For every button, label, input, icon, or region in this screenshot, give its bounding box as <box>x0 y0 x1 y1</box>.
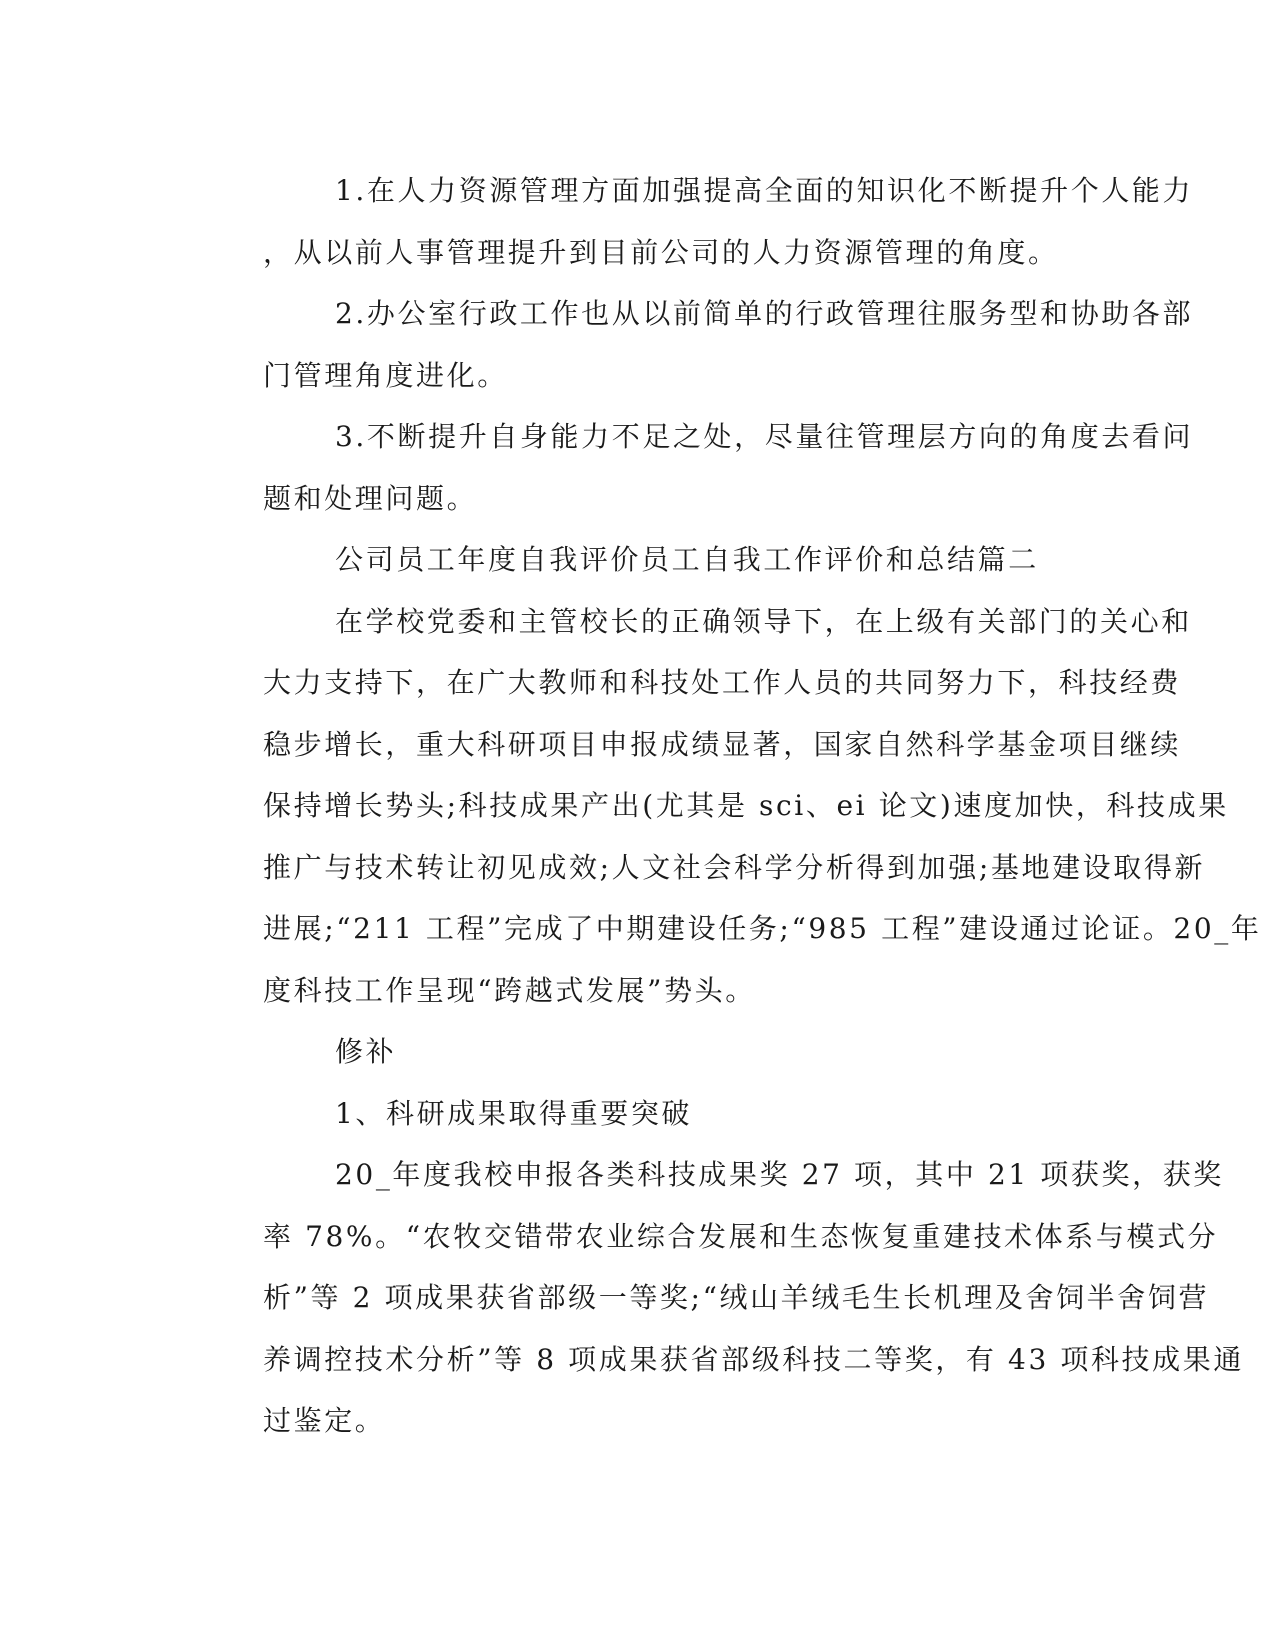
text-line: 修补 <box>335 1035 397 1068</box>
paragraph-awards <box>191 1144 1244 1452</box>
text-line: 2.办公室行政工作也从以前简单的行政管理往服务型和协助各部 <box>335 297 1194 330</box>
paragraph-admin-work <box>191 283 1194 406</box>
paragraph-hr-improvement <box>191 160 1194 283</box>
text-line: 门管理角度进化。 <box>263 358 508 392</box>
text-line: 稳步增长，重大科研项目申报成绩显著，国家自然科学基金项目继续 <box>263 727 1182 761</box>
text-line: ，从以前人事管理提升到目前公司的人力资源管理的角度。 <box>263 235 1059 269</box>
text-line: 20_年度我校申报各类科技成果奖 27 项，其中 21 项获奖，获奖 <box>335 1158 1224 1191</box>
text-line: 过鉴定。 <box>263 1404 386 1437</box>
text-line: 养调控技术分析”等 8 项成果获省部级科技二等奖，有 43 项科技成果通 <box>263 1342 1244 1376</box>
text-line: 3.不断提升自身能力不足之处，尽量往管理层方向的角度去看问 <box>335 420 1194 453</box>
text-line: 析”等 2 项成果获省部级一等奖;“绒山羊绒毛生长机理及舍饲半舍饲营 <box>263 1281 1210 1314</box>
text-line: 进展;“211 工程”完成了中期建设任务;“985 工程”建设通过论证。20_年 <box>263 912 1262 945</box>
paragraph-self-improvement <box>191 406 1194 529</box>
heading-line: 公司员工年度自我评价员工自我工作评价和总结篇二 <box>335 543 1039 576</box>
text-line: 1.在人力资源管理方面加强提高全面的知识化不断提升个人能力 <box>335 174 1194 207</box>
text-line: 大力支持下，在广大教师和科技处工作人员的共同努力下，科技经费 <box>263 666 1182 699</box>
document-body <box>191 160 1262 1452</box>
heading-line: 1、科研成果取得重要突破 <box>335 1096 693 1130</box>
text-line: 度科技工作呈现“跨越式发展”势头。 <box>263 973 756 1007</box>
paragraph-research-overview <box>191 591 1262 1022</box>
text-line: 题和处理问题。 <box>263 481 478 515</box>
text-line: 在学校党委和主管校长的正确领导下，在上级有关部门的关心和 <box>335 604 1192 638</box>
subsection-heading <box>191 1083 1086 1145</box>
section-heading <box>191 529 1086 591</box>
paragraph-short-note <box>191 1021 1086 1083</box>
text-line: 保持增长势头;科技成果产出(尤其是 sci、ei 论文)速度加快，科技成果 <box>263 789 1229 822</box>
text-line: 推广与技术转让初见成效;人文社会科学分析得到加强;基地建设取得新 <box>263 850 1206 884</box>
text-line: 率 78%。“农牧交错带农业综合发展和生态恢复重建技术体系与模式分 <box>263 1219 1219 1253</box>
